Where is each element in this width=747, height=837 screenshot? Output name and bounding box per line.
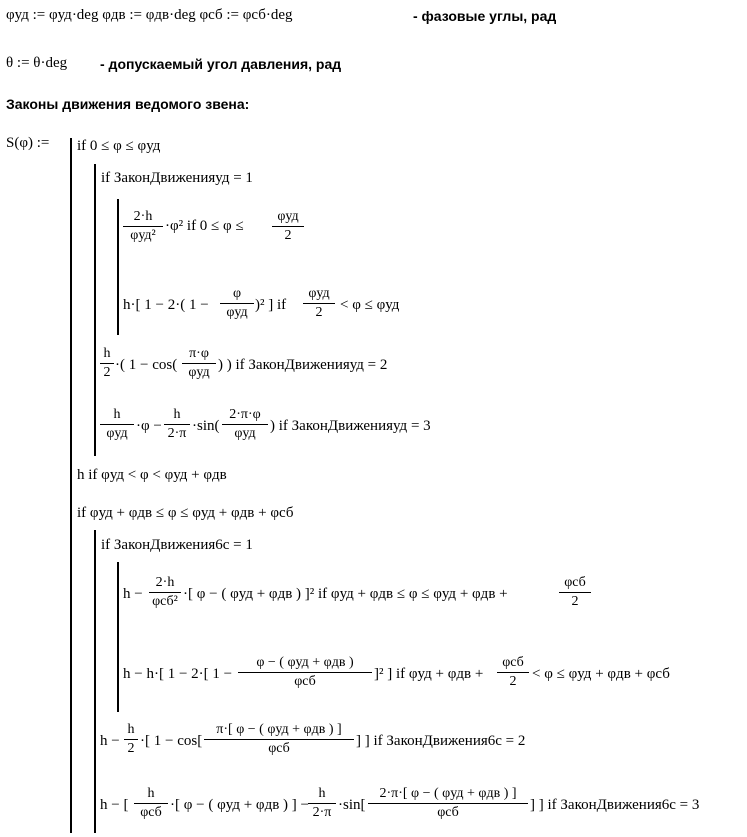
rise-law-2-part-2: ) ) if ЗаконДвиженияуд = 2 [218, 357, 388, 373]
return-law-2-part-2: ·[ 1 − cos[ [140, 733, 203, 749]
rise-law-2-part-1: ·( 1 − cos( [115, 357, 178, 373]
rise-law-3-part-3: ) if ЗаконДвиженияуд = 3 [270, 418, 431, 434]
return-law-2-part-1: h − [100, 733, 120, 749]
return-law-1-part-3: h − h·[ 1 − 2·[ 1 − [123, 666, 233, 682]
branch-dwell: h if φуд < φ < φуд + φдв [77, 467, 227, 483]
fraction-phi-over-phi-ud: φ φуд [220, 285, 254, 322]
return-law-2-part-3: ] ] if ЗаконДвижения6с = 2 [356, 733, 526, 749]
fraction-phi-sb-over-2: φсб 2 [559, 574, 591, 611]
return-law-3-part-2: ·[ φ − ( φуд + φдв ) ] − [170, 797, 309, 813]
fraction-h-over-2pi-b: $\frac{h}{2\cdot\pi}$ [308, 785, 336, 822]
rise-law-1-part-2-cont: )² ] if [255, 297, 287, 313]
fraction-2h-over-phi-sb-sq: 2·h φсб² [149, 574, 181, 611]
fraction-h-over-2-b: $\frac{h}{2}$ [124, 721, 138, 758]
fraction-pi-phi-over-phi-ud: π·φ φуд [182, 345, 216, 382]
rise-law-1-part-2-range: < φ ≤ φуд [340, 297, 400, 313]
return-law-3-part-4: ] ] if ЗаконДвижения6с = 3 [530, 797, 700, 813]
return-law-1-bar [117, 562, 119, 712]
phase-angle-definitions: φуд := φуд·deg φдв := φдв·deg φсб := φсб·deg [6, 7, 293, 23]
branch-rise-condition: if 0 ≤ φ ≤ φуд [77, 138, 161, 154]
fraction-phi-sb-over-2-b: φсб 2 [497, 654, 529, 691]
fraction-phi-ud-over-2-b: φуд 2 [303, 285, 335, 322]
fraction-h-over-2pi: $\frac{h}{2\cdot\pi}$ [164, 406, 190, 443]
return-law-3-part-1: h − [ [100, 797, 129, 813]
fraction-2h-over-phi-ud-sq: 2·h φуд² [123, 208, 163, 245]
fraction-h-over-2: $\frac{h}{2}$ [100, 345, 114, 382]
outer-program-bar [70, 138, 72, 833]
rise-law-3-part-1: ·φ − [136, 418, 162, 434]
fraction-shifted-phi-over-phi-sb: φ − ( φуд + φдв ) φсб [238, 654, 372, 691]
return-law-3-part-3: ·sin[ [338, 797, 366, 813]
pressure-angle-definition: θ := θ·deg [6, 55, 68, 71]
return-law-1-condition: if ЗаконДвижения6с = 1 [101, 537, 253, 553]
return-law-1-part-2: ·[ φ − ( φуд + φдв ) ]² if φуд + φдв ≤ φ ≤ φуд + φдв + [183, 586, 508, 602]
fraction-h-over-phi-sb: h φсб [134, 785, 168, 822]
fraction-2pi-shifted-phi-over-phi-sb: 2·π·[ φ − ( φуд + φдв ) ] φсб [368, 785, 528, 822]
phase-angle-comment: - фазовые углы, рад [413, 8, 557, 24]
rise-law-1-bar [117, 199, 119, 335]
section-heading: Законы движения ведомого звена: [6, 96, 250, 112]
rise-law-3-part-2: ·sin( [192, 418, 220, 434]
return-program-bar [94, 530, 96, 833]
fraction-phi-ud-over-2: φуд 2 [272, 208, 304, 245]
pressure-angle-comment: - допускаемый угол давления, рад [100, 56, 342, 72]
rise-law-1-condition: if ЗаконДвиженияуд = 1 [101, 170, 253, 186]
function-lhs: S(φ) := [6, 135, 50, 151]
fraction-2pi-phi-over-phi-ud: 2·π·φ φуд [222, 406, 268, 443]
return-law-1-part-5: < φ ≤ φуд + φдв + φсб [532, 666, 670, 682]
rise-law-1-part-1: ·φ² if 0 ≤ φ ≤ [165, 218, 244, 234]
rise-program-bar [94, 164, 96, 456]
branch-return-condition: if φуд + φдв ≤ φ ≤ φуд + φдв + φсб [77, 505, 294, 521]
fraction-h-over-phi-ud: h φуд [100, 406, 134, 443]
return-law-1-part-1: h − [123, 586, 143, 602]
return-law-1-part-4: ]² ] if φуд + φдв + [374, 666, 484, 682]
rise-law-1-part-2: h·[ 1 − 2·( 1 − [123, 297, 209, 313]
fraction-pi-shifted-phi-over-phi-sb: π·[ φ − ( φуд + φдв ) ] φсб [204, 721, 354, 758]
